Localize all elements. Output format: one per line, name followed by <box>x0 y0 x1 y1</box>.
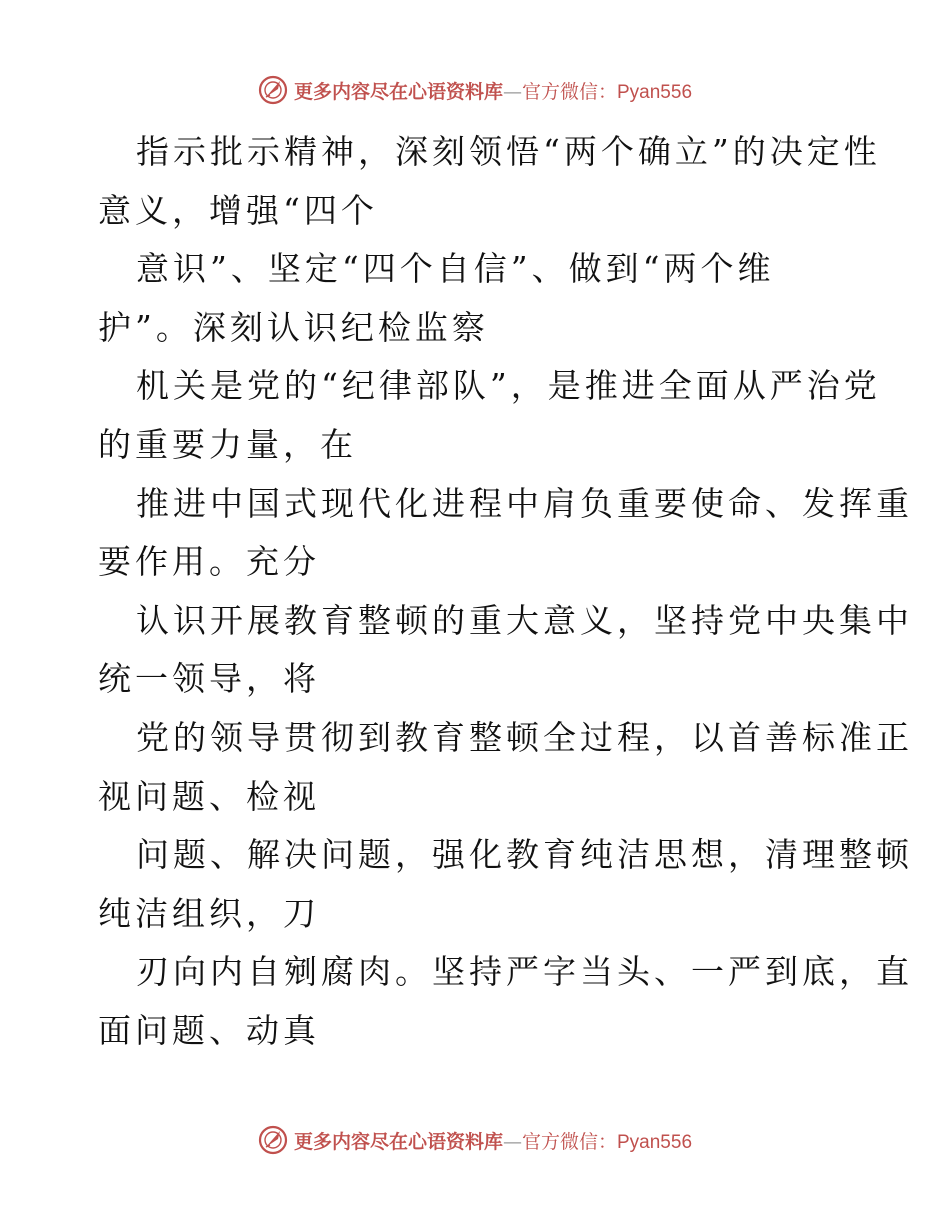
header-banner-separator: — <box>502 80 522 103</box>
header-banner-text <box>294 77 692 104</box>
body-line: 刃向内自剜腐肉。坚持严字当头、一严到底，直 <box>136 952 913 992</box>
document-body <box>98 123 913 1061</box>
body-line: 机关是党的“纪律部队”，是推进全面从严治党 <box>136 366 881 406</box>
body-line: 指示批示精神，深刻领悟“两个确立”的决定性 <box>136 132 881 171</box>
body-line: 护”。深刻认识纪检监察 <box>98 307 489 347</box>
body-line: 的重要力量，在 <box>98 424 357 464</box>
body-line: 要作用。充分 <box>98 542 320 582</box>
header-banner-account: Pyan556 <box>617 81 693 103</box>
body-line: 推进中国式现代化进程中肩负重要使命、发挥重 <box>136 483 913 523</box>
quill-pen-logo-icon <box>258 75 288 105</box>
body-line: 问题、解决问题，强化教育纯洁思想，清理整顿 <box>136 835 913 875</box>
footer-banner-wechat-label: 官方微信： <box>521 1131 617 1153</box>
footer-banner-title: 更多内容尽在心语资料库 <box>293 1130 503 1153</box>
quill-pen-logo-icon <box>258 1125 288 1155</box>
footer-banner <box>0 1120 950 1160</box>
body-line: 纯洁组织，刀 <box>98 893 320 933</box>
body-line: 面问题、动真 <box>98 1010 320 1050</box>
body-line: 党的领导贯彻到教育整顿全过程，以首善标准正 <box>136 717 913 757</box>
header-banner-wechat-label: 官方微信： <box>521 81 617 103</box>
body-line: 意识”、坚定“四个自信”、做到“两个维 <box>136 249 775 289</box>
footer-banner-separator: — <box>502 1130 522 1153</box>
body-line: 认识开展教育整顿的重大意义，坚持党中央集中 <box>136 600 913 640</box>
header-banner <box>0 70 950 110</box>
body-line: 视问题、检视 <box>98 776 320 816</box>
header-banner-title: 更多内容尽在心语资料库 <box>293 80 503 103</box>
footer-banner-account: Pyan556 <box>617 1131 693 1153</box>
footer-banner-text <box>294 1127 692 1154</box>
body-line: 意义，增强“四个 <box>98 190 378 230</box>
body-line: 统一领导，将 <box>98 659 320 699</box>
